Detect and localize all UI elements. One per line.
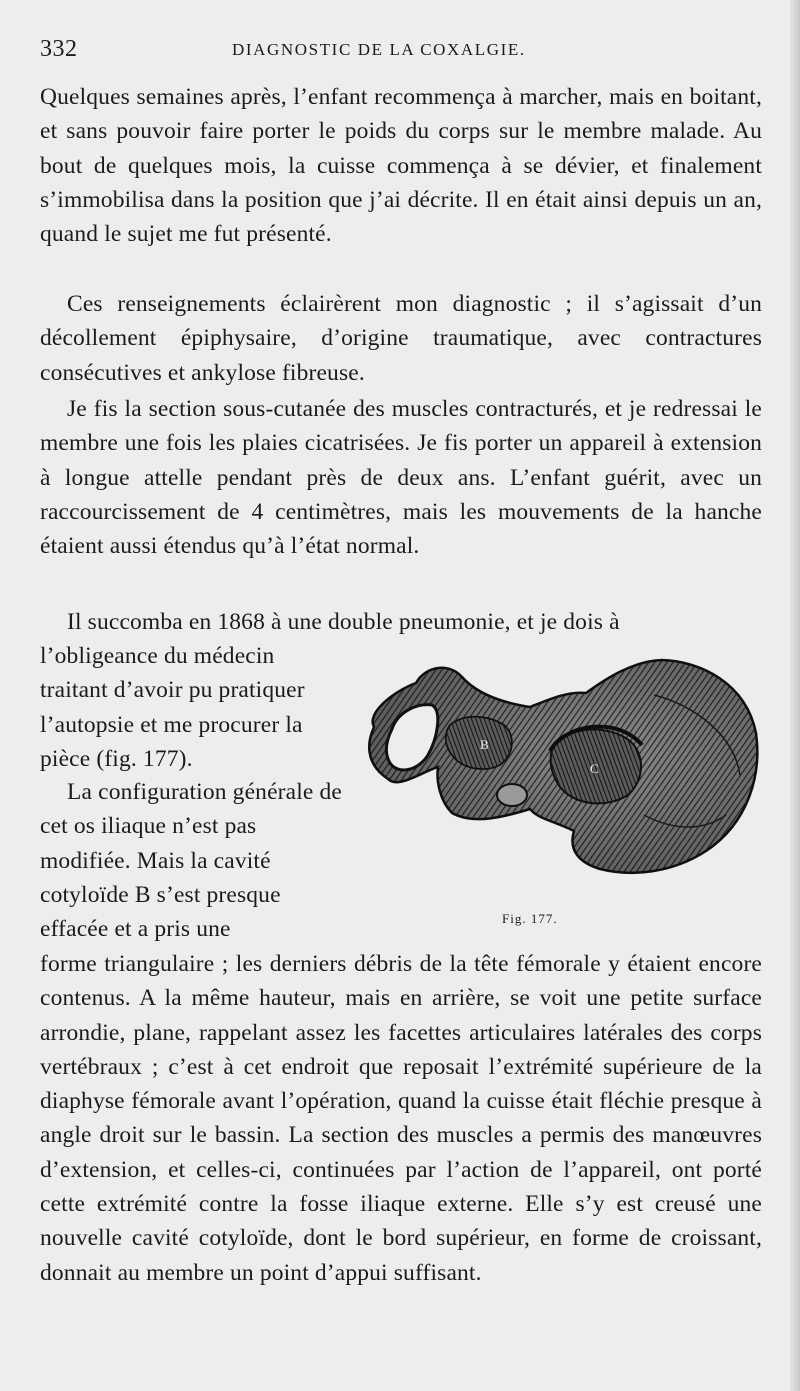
scan-edge-shadow (790, 0, 800, 1391)
paragraph-5-beside-figure: La configuration générale de cet os iliaque n’est pas modifiée. Mais la cavité cotyloïde B s’est presque effacée et a pris une (40, 779, 342, 943)
figure-label-b: B (480, 737, 489, 752)
iliac-bone-engraving-icon (354, 655, 762, 905)
figure-caption: Fig. 177. (502, 911, 558, 926)
paragraph-4-lead-line: Il succomba en 1868 à une double pneumonie, et je dois à (67, 609, 620, 635)
round-facet (497, 784, 527, 806)
figure-177 (354, 655, 762, 930)
paragraph-4-beside-figure: l’obligeance du médecin traitant d’avoir pu pratiquer l’autopsie et me procurer la pièce (fig. 177). (40, 643, 305, 772)
paragraph-2: Ces renseignements éclairèrent mon diagnostic ; il s’agissait d’un décollement épiphysaire, d’origine traumatique, avec contractures consécutives et ankylose fibreuse. (40, 291, 762, 386)
page-number: 332 (40, 36, 78, 62)
figure-label-c: C (590, 761, 599, 776)
running-head: DIAGNOSTIC DE LA COXALGIE. (232, 40, 526, 59)
paragraph-1: Quelques semaines après, l’enfant recommença à marcher, mais en boitant, et sans pouvoir faire porter le poids du corps sur le membre malade. Au bout de quelques mois, la cuisse commença à se dévier, et finalement s’immobilisa dans la position que j’ai décrite. Il en était ainsi depuis un an, quand le sujet me fut présenté. (40, 84, 762, 248)
page-header (40, 36, 760, 66)
paragraph-3: Je fis la section sous-cutanée des muscles contracturés, et je redressai le membre une fois les plaies cicatrisées. Je fis porter un appareil à extension à longue attelle pendant près de deux ans. L’enfant guérit, avec un raccourcissement de 4 centimètres, mais les mouvements de la hanche étaient aussi étendus qu’à l’état normal. (40, 396, 762, 560)
paragraph-5-continued: forme triangulaire ; les derniers débris de la tête fémorale y étaient encore contenus. A la même hauteur, mais en arrière, se voit une petite surface arrondie, plane, rappelant assez les facettes articulaires latérales des corps vertébraux ; c’est à cet endroit que reposait l’extrémité supérieure de la diaphyse fémorale avant l’opération, quand la cuisse était fléchie presque à angle droit sur le bassin. La section des muscles a permis des manœuvres d’extension, et celles-ci, continuées par l’action de l’appareil, ont porté cette extrémité contre la fosse iliaque externe. Elle s’y est creusé une nouvelle cavité cotyloïde, dont le bord supérieur, en forme de croissant, donnait au membre un point d’appui suffisant. (40, 951, 762, 1286)
